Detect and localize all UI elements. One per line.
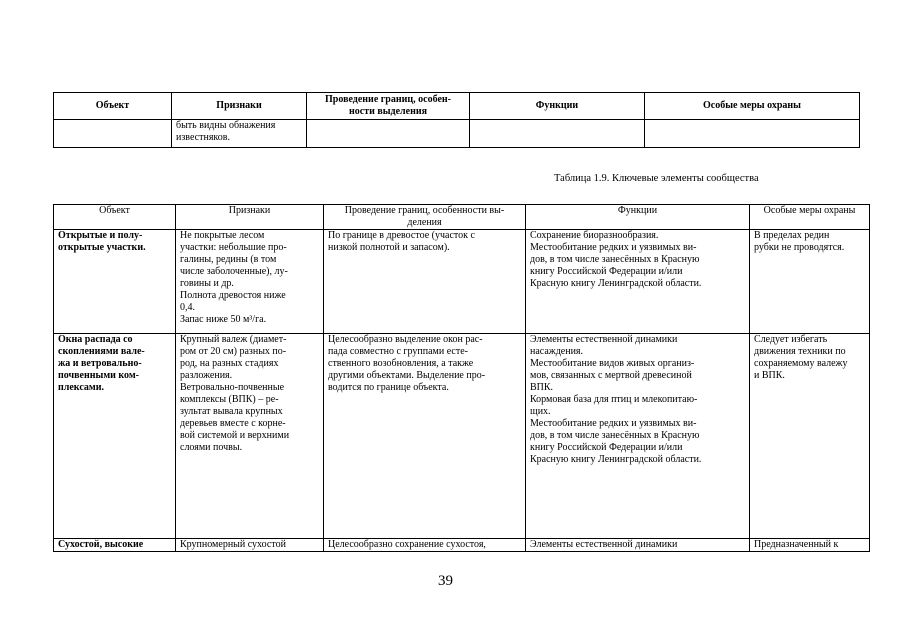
cell-functions (526, 230, 750, 334)
text-line: Крупный валеж (диамет- (180, 334, 287, 345)
text-line: Особые меры охраны (763, 205, 856, 216)
continuation-header-row (54, 93, 860, 120)
key-elements-table (53, 204, 870, 552)
text-line: рубки не проводятся. (754, 242, 845, 253)
text-line: числе заболоченные), лу- (180, 266, 288, 277)
cell-object (54, 120, 172, 148)
text-line: плексами. (58, 382, 104, 393)
text-line: 0,4. (180, 302, 195, 313)
cell-signs (176, 539, 324, 552)
text-line: По границе в древостое (участок с (328, 230, 475, 241)
col-header-object (54, 93, 172, 120)
text-line: Полнота древостоя ниже (180, 290, 286, 301)
text-line: Проведение границ, особенности вы- (344, 205, 505, 216)
text-line: Предназначенный к (754, 539, 839, 550)
text-line: жа и ветровально- (58, 358, 142, 369)
col-header-functions (526, 205, 750, 230)
text-line: деления (407, 217, 442, 228)
text-line: вой системой и верхними (180, 430, 290, 441)
text-line: сохраняемому валежу (754, 358, 848, 369)
col-header-protection (750, 205, 870, 230)
text-line: Объект (99, 205, 130, 216)
text-line: галины, редины (в том (180, 254, 277, 265)
text-line: низкой полнотой и запасом). (328, 242, 450, 253)
text-line: ственного возобновления, а также (328, 358, 474, 369)
table-row (54, 539, 870, 552)
text-line: и ВПК. (754, 370, 785, 381)
main-header-row (54, 205, 870, 230)
col-header-boundaries (307, 93, 470, 120)
text-line: В пределах редин (754, 230, 830, 241)
cell-object (54, 539, 176, 552)
cell-signs (172, 120, 307, 148)
text-line: говины и др. (180, 278, 234, 289)
text-line: ром от 20 см) разных по- (180, 346, 287, 357)
text-line: быть видны обнажения (176, 120, 276, 131)
page-number: 39 (438, 573, 453, 589)
cell-protection (645, 120, 860, 148)
text-line: Особые меры охраны (703, 100, 801, 111)
text-line: открытые участки. (58, 242, 146, 253)
text-line: книгу Российской Федерации и/или (530, 442, 683, 453)
text-line: скоплениями вале- (58, 346, 145, 357)
col-header-signs (176, 205, 324, 230)
text-line: мов, связанных с мертвой древесиной (530, 370, 692, 381)
text-line: Целесообразно выделение окон рас- (328, 334, 483, 345)
cell-boundaries (324, 334, 526, 539)
text-line: дов, в том числе занесённых в Красную (530, 254, 700, 265)
cell-protection (750, 334, 870, 539)
text-line: Целесообразно сохранение сухостоя, (328, 539, 486, 550)
text-line: комплексы (ВПК) – ре- (180, 394, 279, 405)
cell-boundaries (324, 230, 526, 334)
text-line: ности выделения (348, 106, 428, 117)
text-line: Элементы естественной динамики (530, 334, 678, 345)
cell-signs (176, 334, 324, 539)
cell-functions (470, 120, 645, 148)
col-header-functions (470, 93, 645, 120)
text-line: водится по границе объекта. (328, 382, 449, 393)
text-line: другими объектами. Выделение про- (328, 370, 486, 381)
table-row (54, 334, 870, 539)
text-line: Функции (535, 100, 579, 111)
text-line: Признаки (216, 100, 262, 111)
cell-functions (526, 334, 750, 539)
continuation-table (53, 92, 860, 148)
text-line: деревьев вместе с корне- (180, 418, 286, 429)
text-line: Проведение границ, особен- (325, 94, 451, 105)
text-line: Красную книгу Ленинградской области. (530, 454, 702, 465)
text-line: зультат вывала крупных (180, 406, 283, 417)
text-line: щих. (530, 406, 551, 417)
cell-protection (750, 539, 870, 552)
text-line: Местообитание редких и уязвимых ви- (530, 418, 697, 429)
text-line: книгу Российской Федерации и/или (530, 266, 683, 277)
text-line: Следует избегать (754, 334, 828, 345)
col-header-boundaries (324, 205, 526, 230)
cell-protection (750, 230, 870, 334)
text-line: Открытые и полу- (58, 230, 143, 241)
cell-signs (176, 230, 324, 334)
text-line: насаждения. (530, 346, 584, 357)
cell-object (54, 230, 176, 334)
text-line: Красную книгу Ленинградской области. (530, 278, 702, 289)
text-line: Функции (617, 205, 658, 216)
text-line: Не покрытые лесом (180, 230, 265, 241)
col-header-protection (645, 93, 860, 120)
text-line: Запас ниже 50 м³/га. (180, 314, 267, 325)
col-header-signs (172, 93, 307, 120)
text-line: род, на разных стадиях (180, 358, 279, 369)
text-line: Кормовая база для птиц и млекопитаю- (530, 394, 698, 405)
text-line: известняков. (176, 132, 230, 143)
text-line: пада совместно с группами есте- (328, 346, 468, 357)
text-line: Ветровально-почвенные (180, 382, 285, 393)
text-line: Сухостой, высокие (58, 539, 144, 550)
cell-boundaries (324, 539, 526, 552)
table-row (54, 230, 870, 334)
text-line: Местообитание видов живых организ- (530, 358, 695, 369)
cell-boundaries (307, 120, 470, 148)
text-line: движения техники по (754, 346, 846, 357)
text-line: Элементы естественной динамики (530, 539, 678, 550)
text-line: почвенными ком- (58, 370, 139, 381)
text-line: слоями почвы. (180, 442, 243, 453)
text-line: ВПК. (530, 382, 554, 393)
table-caption: Таблица 1.9. Ключевые элементы сообщества (554, 173, 759, 184)
text-line: Окна распада со (58, 334, 133, 345)
text-line: Объект (95, 100, 130, 111)
cell-object (54, 334, 176, 539)
cell-functions (526, 539, 750, 552)
text-line: Признаки (228, 205, 271, 216)
col-header-object (54, 205, 176, 230)
text-line: Сохранение биоразнообразия. (530, 230, 659, 241)
table-row (54, 120, 860, 148)
text-line: Крупномерный сухостой (180, 539, 286, 550)
text-line: дов, в том числе занесённых в Красную (530, 430, 700, 441)
text-line: участки: небольшие про- (180, 242, 287, 253)
text-line: разложения. (180, 370, 233, 381)
text-line: Местообитание редких и уязвимых ви- (530, 242, 697, 253)
